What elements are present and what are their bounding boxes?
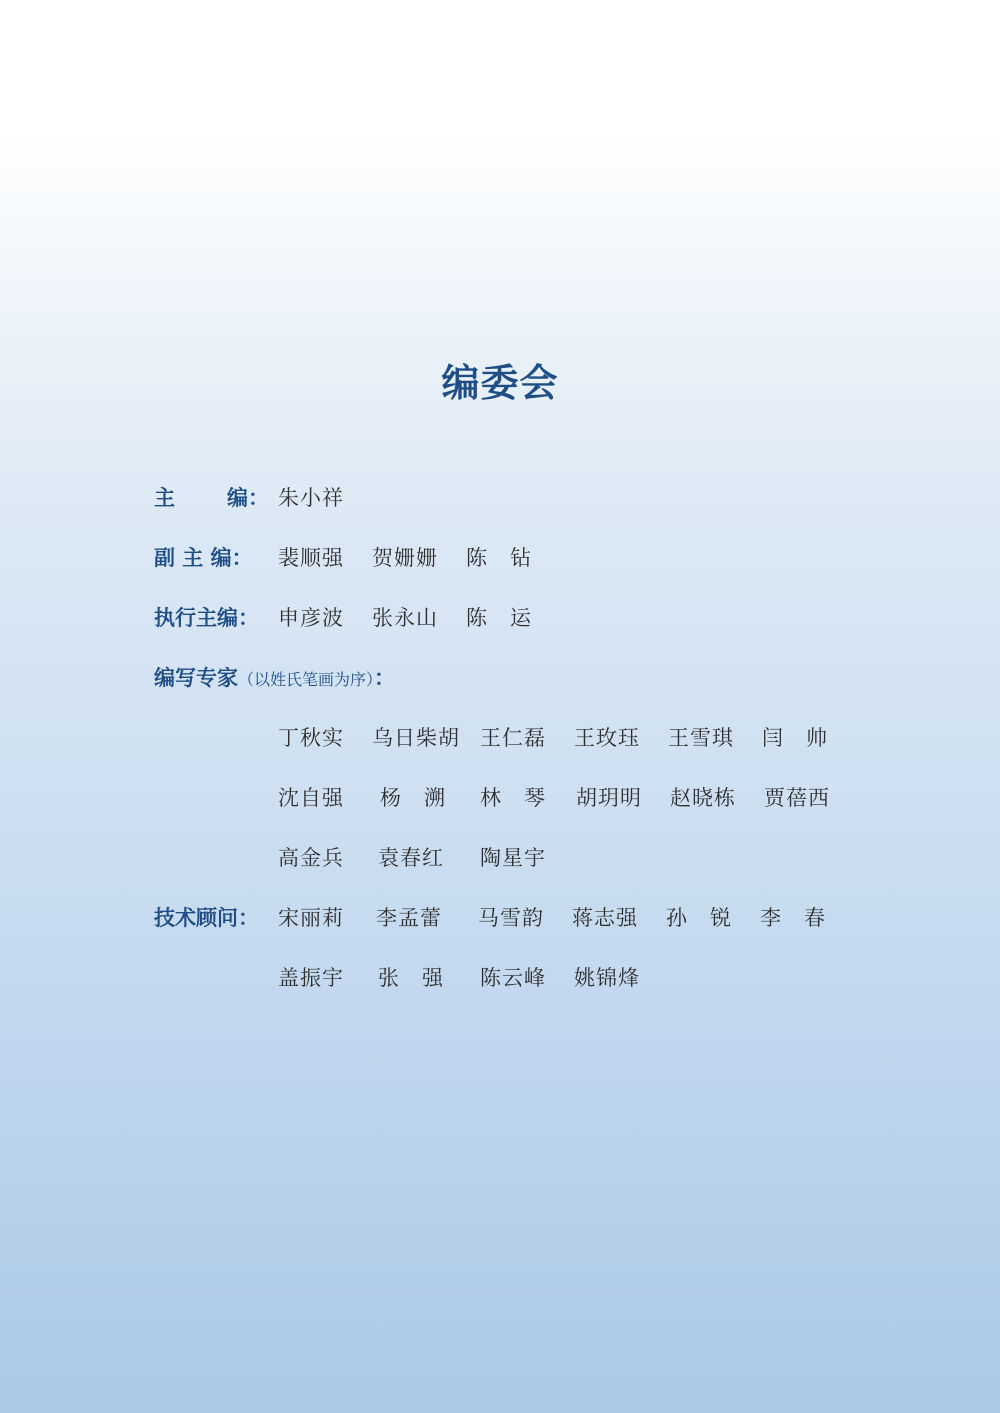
executive-editor-name: 申彦波 [278, 606, 344, 630]
technical-advisors-label: 技术顾问： [154, 906, 259, 930]
expert-name: 王雪琪 [668, 726, 734, 750]
advisor-name: 陈云峰 [480, 966, 546, 990]
chief-editor-name: 朱小祥 [278, 486, 344, 510]
page-title: 编委会 [441, 361, 559, 405]
advisor-name: 盖振宇 [278, 966, 344, 990]
expert-name: 林 琴 [480, 786, 546, 810]
deputy-editor-name: 裴顺强 [278, 546, 344, 570]
deputy-editor-name: 贺姗姗 [372, 546, 438, 570]
chief-editor-label: 主 编： [154, 486, 269, 510]
writing-experts-label: 编写专家（以姓氏笔画为序）： [154, 666, 396, 690]
executive-editor-name: 张永山 [372, 606, 438, 630]
deputy-editor-name: 陈 钻 [466, 546, 532, 570]
advisor-name: 蒋志强 [572, 906, 638, 930]
advisor-name: 马雪韵 [478, 906, 544, 930]
executive-editor-label: 执行主编： [154, 606, 259, 630]
expert-name: 贾蓓西 [764, 786, 830, 810]
advisor-name: 李 春 [760, 906, 826, 930]
expert-name: 胡玥明 [576, 786, 642, 810]
expert-name: 陶星宇 [480, 846, 546, 870]
expert-name: 沈自强 [278, 786, 344, 810]
advisor-name: 李孟蕾 [376, 906, 442, 930]
advisor-name: 姚锦烽 [574, 966, 640, 990]
advisor-name: 张 强 [378, 966, 444, 990]
expert-name: 闫 帅 [762, 726, 828, 750]
advisor-name: 宋丽莉 [278, 906, 344, 930]
expert-name: 乌日柴胡 [372, 726, 460, 750]
advisor-name: 孙 锐 [666, 906, 732, 930]
expert-name: 杨 溯 [380, 786, 446, 810]
expert-name: 王仁磊 [480, 726, 546, 750]
expert-name: 赵晓栋 [670, 786, 736, 810]
expert-name: 袁春红 [378, 846, 444, 870]
expert-name: 高金兵 [278, 846, 344, 870]
expert-name: 王玫珏 [574, 726, 640, 750]
deputy-chief-editor-label: 副 主 编： [154, 546, 253, 570]
writing-experts-note: （以姓氏笔画为序） [238, 670, 375, 689]
expert-name: 丁秋实 [278, 726, 344, 750]
executive-editor-name: 陈 运 [466, 606, 532, 630]
